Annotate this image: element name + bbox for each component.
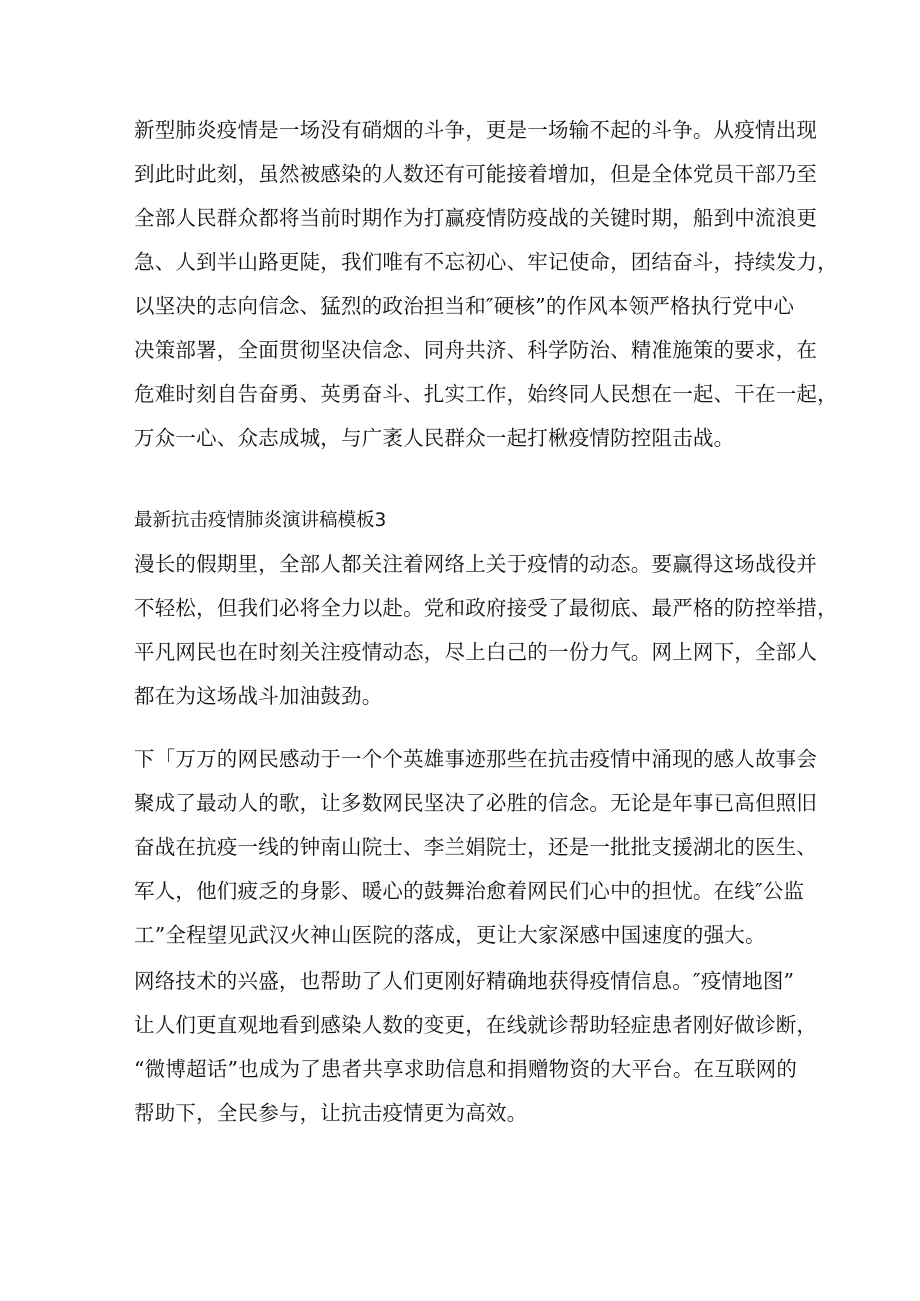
paragraph-line: 平凡网民也在时刻关注疫情动态，尽上白己的一份力气。网上网下，全部人 <box>134 640 818 664</box>
paragraph-line: “微博超话”也成为了患者共享求助信息和捐赠物资的大平台。在互联网的 <box>134 1057 798 1081</box>
paragraph-line: 工”全程望见武汉火神山医院的落成，更让大家深感中国速度的强大。 <box>134 923 766 947</box>
paragraph-4 <box>134 963 818 1139</box>
paragraph-line: 到此时此刻，虽然被感染的人数还有可能接着增加，但是全体党员干部乃至 <box>134 162 818 186</box>
paragraph-line: 聚成了最动人的歌，让多数网民坚决了必胜的信念。无论是年事已高但照旧 <box>134 791 818 815</box>
paragraph-line: 网络技术的兴盛，也帮助了人们更刚好精确地获得疫情信息。″疫情地图” <box>134 969 795 993</box>
paragraph-line: 都在为这场战斗加油鼓劲。 <box>134 684 383 708</box>
paragraph-line: 让人们更直观地看到感染人数的变更，在线就诊帮助轻症患者刚好做诊断， <box>134 1013 818 1037</box>
paragraph-line: 决策部署，全面贯彻坚决信念、同舟共济、科学防治、精准施策的要求，在 <box>134 338 818 362</box>
paragraph-line: 漫长的假期里，全部人都关注着网络上关于疫情的动态。要赢得这场战役并 <box>134 552 818 576</box>
paragraph-line: 急、人到半山路更陡，我们唯有不忘初心、牢记使命，团结奋斗，持续发力， <box>134 250 838 274</box>
paragraph-line: 军人，他们疲乏的身影、暖心的鼓舞治愈着网民们心中的担忧。在线″公监 <box>134 879 805 903</box>
paragraph-line: 下「万万的网民感动于一个个英雄事迹那些在抗击疫情中涌现的感人故事会 <box>134 747 818 771</box>
section-heading: 最新抗击疫情肺炎演讲稿模板3 <box>134 510 387 531</box>
paragraph-line: 全部人民群众都将当前时期作为打赢疫情防疫战的关键时期，船到中流浪更 <box>134 206 818 230</box>
paragraph-line: 奋战在抗疫一线的钟南山院士、李兰娟院士，还是一批批支援湖北的医生、 <box>134 835 818 859</box>
paragraph-line: 以坚决的志向信念、猛烈的政治担当和″硬核”的作风本领严格执行党中心 <box>134 294 795 318</box>
paragraph-2 <box>134 546 838 722</box>
paragraph-1 <box>134 112 838 464</box>
paragraph-line: 万众一心、众志成城，与广袤人民群众一起打楸疫情防控阻击战。 <box>134 426 735 450</box>
paragraph-3 <box>134 741 818 961</box>
paragraph-line: 不轻松，但我们必将全力以赴。党和政府接受了最彻底、最严格的防控举措， <box>134 596 838 620</box>
paragraph-line: 危难时刻自告奋勇、英勇奋斗、扎实工作，始终同人民想在一起、干在一起， <box>134 382 838 406</box>
paragraph-line: 新型肺炎疫情是一场没有硝烟的斗争，更是一场输不起的斗争。从疫情出现 <box>134 118 818 142</box>
paragraph-line: 帮助下，全民参与，让抗击疫情更为高效。 <box>134 1101 528 1125</box>
